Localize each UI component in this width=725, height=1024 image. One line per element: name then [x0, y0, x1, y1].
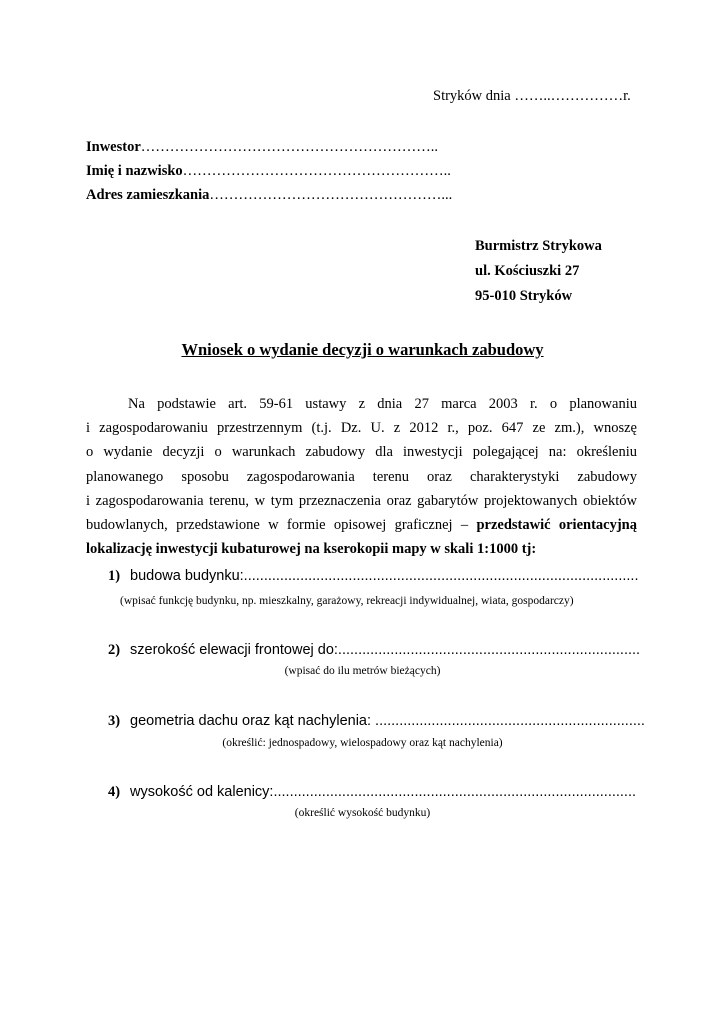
address-field: [86, 187, 452, 204]
item-number: 4): [108, 784, 121, 800]
body-line-bold: przedstawić orientacyjną: [476, 516, 637, 533]
item-label: szerokość elewacji frontowej do:...........................................................................: [130, 642, 641, 658]
item-number: 2): [108, 642, 121, 658]
body-paragraph: [86, 392, 637, 561]
inwestor-blank: ……………………………………………………..: [140, 139, 439, 155]
item-label: wysokość od kalenicy:..........................................................................................: [130, 784, 637, 800]
body-line: i zagospodarowaniu przestrzennym (t.j. Dz. U. z 2012 r., poz. 647 ze zm.), wnoszę: [86, 420, 637, 437]
item-label: geometria dachu oraz kąt nachylenia: ...................................................................: [130, 713, 645, 729]
body-line-bold: lokalizację inwestycji kubaturowej na kserokopii mapy w skali 1:1000 tj:: [86, 541, 537, 558]
item-building-type: [108, 568, 638, 585]
recipient-street: ul. Kościuszki 27: [475, 263, 580, 279]
item-hint: (określić wysokość budynku): [294, 807, 431, 819]
body-line: i zagospodarowania terenu, w tym przeznaczenia oraz gabarytów projektowanych obiektów: [86, 492, 637, 509]
item-hint: (wpisać funkcję budynku, np. mieszkalny, garażowy, rekreacji indywidualnej, wiata, gospodarczy): [120, 595, 574, 607]
recipient-city: 95-010 Stryków: [475, 288, 573, 304]
address-label: Adres zamieszkania: [86, 187, 210, 203]
item-roof-geometry: [108, 713, 645, 730]
body-line: [86, 537, 637, 561]
item-number: 1): [108, 568, 121, 584]
date-line: Stryków dnia ……..……………r.: [433, 88, 631, 104]
body-line: o wydanie decyzji o warunkach zabudowy dla inwestycji polegającej na: określeniu: [86, 444, 637, 461]
body-line: Na podstawie art. 59-61 ustawy z dnia 27 marca 2003 r. o planowaniu: [128, 396, 637, 412]
name-blank: ………………………………………………..: [182, 163, 451, 179]
inwestor-field: [86, 139, 438, 156]
item-ridge-height: [108, 784, 636, 801]
recipient-name: Burmistrz Strykowa: [475, 238, 602, 254]
name-label: Imię i nazwisko: [86, 163, 183, 179]
item-hint: (wpisać do ilu metrów bieżących): [284, 665, 441, 677]
document-title: Wniosek o wydanie decyzji o warunkach zabudowy: [181, 340, 544, 359]
item-label: budowa budynku:..................................................................................................: [130, 568, 639, 584]
body-line: planowanego sposobu zagospodarowania terenu oraz charakterystyki zabudowy: [86, 468, 637, 485]
name-field: [86, 163, 451, 180]
address-blank: …………………………………………...: [209, 187, 453, 203]
body-line: [86, 513, 637, 537]
item-number: 3): [108, 713, 121, 729]
inwestor-label: Inwestor: [86, 139, 141, 155]
item-facade-width: [108, 642, 640, 659]
body-line-normal: budowlanych, przedstawione w formie opisowej graficznej –: [86, 516, 469, 533]
item-hint: (określić: jednospadowy, wielospadowy oraz kąt nachylenia): [222, 737, 503, 749]
